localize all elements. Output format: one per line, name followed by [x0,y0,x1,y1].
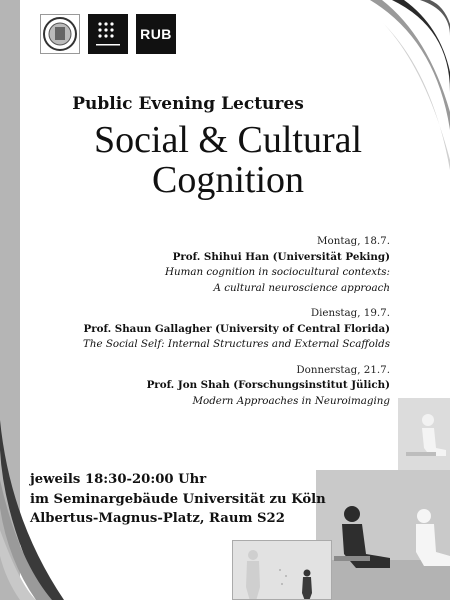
series-title: Public Evening Lectures [72,94,304,114]
venue-info [30,470,326,529]
photo-two-people-seated [316,470,450,600]
lecture-title-continued: A cultural neuroscience approach [213,281,390,294]
lecture-speaker: Prof. Shaun Gallagher (University of Central Florida) [83,322,390,335]
rub-logo-text: RUB [140,26,172,42]
top-right-swoosh-mid [370,0,450,130]
university-seal-logo [40,14,80,54]
lecture-title: Human cognition in sociocultural contexts: [165,266,390,278]
lecture-date: Montag, 18.7. [317,235,390,247]
time-line: jeweils 18:30-20:00 Uhr [30,472,207,487]
seal-emblem-icon [41,15,79,53]
main-title [0,120,450,200]
lecture-item [30,306,390,353]
lecture-item [30,363,390,410]
lecture-list [30,234,390,419]
lecture-title: The Social Self: Internal Structures and External Scaffolds [83,338,390,350]
dots-logo [88,14,128,54]
main-title-line-1: Social & Cultural [93,119,363,161]
lecture-title: Modern Approaches in Neuroimaging [192,394,390,407]
location-line: im Seminargebäude Universität zu Köln [30,491,326,507]
lecture-speaker: Prof. Jon Shah (Forschungsinstitut Jülich) [146,379,390,391]
dot-grid-icon [88,14,128,54]
main-title-line-2: Cognition [151,159,305,201]
top-right-swoosh-small [420,0,450,36]
seated-person-illustration [398,398,450,478]
two-people-illustration [316,470,450,600]
rub-logo [136,14,176,54]
photo-standing-figures [232,540,332,600]
lecture-item [30,234,390,296]
photo-seated-figure-small [398,398,450,478]
room-line: Albertus-Magnus-Platz, Raum S22 [30,511,285,526]
lecture-date: Dienstag, 19.7. [310,307,390,319]
lecture-date: Donnerstag, 21.7. [296,363,390,376]
standing-figures-illustration [233,541,332,600]
lecture-speaker: Prof. Shihui Han (Universität Peking) [172,250,390,263]
